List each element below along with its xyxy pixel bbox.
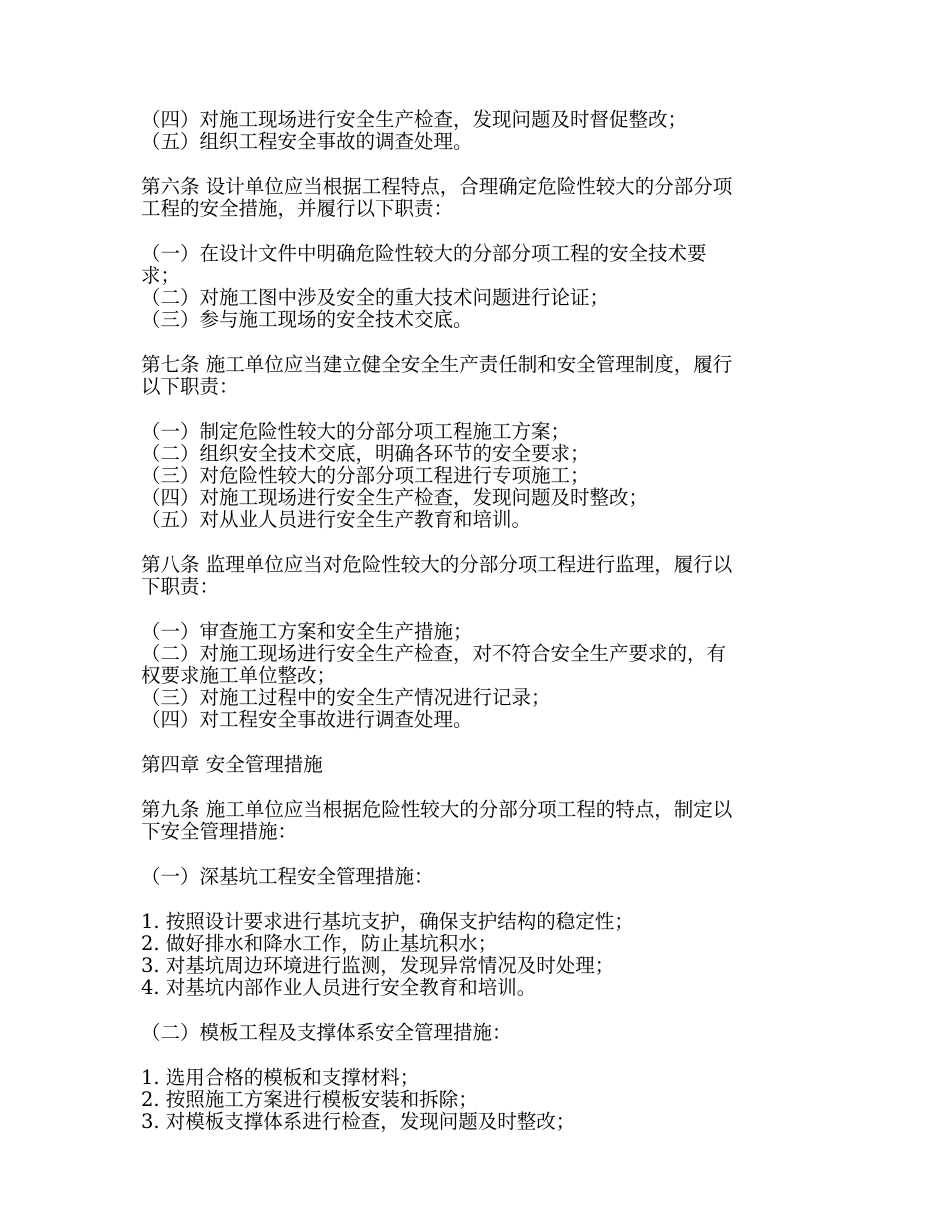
text-line: （三）对施工过程中的安全生产情况进行记录； [141, 686, 551, 709]
text-line: （二）模板工程及支撑体系安全管理措施： [141, 1021, 512, 1044]
article-9-heading [141, 799, 813, 843]
text-line: （四）对施工现场进行安全生产检查，发现问题及时整改； [141, 486, 649, 509]
text-line: （一）审查施工方案和安全生产措施； [141, 620, 473, 643]
text-line: 求； [141, 264, 181, 287]
text-line: （五）对从业人员进行安全生产教育和培训。 [141, 508, 532, 531]
text-line: （二）组织安全技术交底，明确各环节的安全要求； [141, 442, 590, 465]
section-formwork-list [141, 1067, 813, 1133]
text-line: （一）在设计文件中明确危险性较大的分部分项工程的安全技术要 [141, 242, 707, 265]
text-line: （二）对施工现场进行安全生产检查，对不符合安全生产要求的，有 [141, 642, 727, 665]
text-line: （四）对工程安全事故进行调查处理。 [141, 708, 473, 731]
text-line: （四）对施工现场进行安全生产检查，发现问题及时督促整改； [141, 108, 688, 131]
chapter-4-title [141, 754, 813, 776]
article-7-items [141, 421, 813, 531]
section-deep-pit-list [141, 911, 813, 999]
article-6-heading [141, 176, 813, 220]
text-line: （一）制定危险性较大的分部分项工程施工方案； [141, 420, 571, 443]
section-deep-pit-heading [141, 866, 813, 888]
text-line: 1. 选用合格的模板和支撑材料； [141, 1066, 420, 1089]
text-line: 2. 做好排水和降水工作，防止基坑积水； [141, 932, 498, 955]
text-line: 1. 按照设计要求进行基坑支护，确保支护结构的稳定性； [141, 910, 634, 933]
text-line: 第九条 施工单位应当根据危险性较大的分部分项工程的特点，制定以 [141, 798, 733, 821]
text-line: 下安全管理措施： [141, 820, 298, 843]
article-8-items [141, 621, 813, 731]
text-line: （五）组织工程安全事故的调查处理。 [141, 130, 473, 153]
text-line: 3. 对模板支撑体系进行检查，发现问题及时整改； [141, 1110, 576, 1133]
text-line: （二）对施工图中涉及安全的重大技术问题进行论证； [141, 286, 610, 309]
text-line: 权要求施工单位整改； [141, 664, 337, 687]
article-8-heading [141, 554, 813, 598]
article-7-heading [141, 354, 813, 398]
text-line: 以下职责： [141, 375, 239, 398]
text-line: 4. 对基坑内部作业人员进行安全教育和培训。 [141, 976, 537, 999]
section-formwork-heading [141, 1022, 813, 1044]
text-line: 工程的安全措施，并履行以下职责： [141, 197, 454, 220]
text-line: （三）参与施工现场的安全技术交底。 [141, 308, 473, 331]
text-line: （三）对危险性较大的分部分项工程进行专项施工； [141, 464, 590, 487]
paragraph-duties-continued [141, 109, 813, 153]
text-line: 第六条 设计单位应当根据工程特点，合理确定危险性较大的分部分项 [141, 175, 733, 198]
text-line: 第四章 安全管理措施 [141, 753, 323, 776]
article-6-items [141, 243, 813, 331]
text-line: 第七条 施工单位应当建立健全安全生产责任制和安全管理制度，履行 [141, 353, 733, 376]
document-page [141, 109, 813, 1133]
text-line: 2. 按照施工方案进行模板安装和拆除； [141, 1088, 478, 1111]
text-line: 下职责： [141, 575, 220, 598]
text-line: 3. 对基坑周边环境进行监测，发现异常情况及时处理； [141, 954, 615, 977]
text-line: （一）深基坑工程安全管理措施： [141, 865, 434, 888]
text-line: 第八条 监理单位应当对危险性较大的分部分项工程进行监理，履行以 [141, 553, 733, 576]
